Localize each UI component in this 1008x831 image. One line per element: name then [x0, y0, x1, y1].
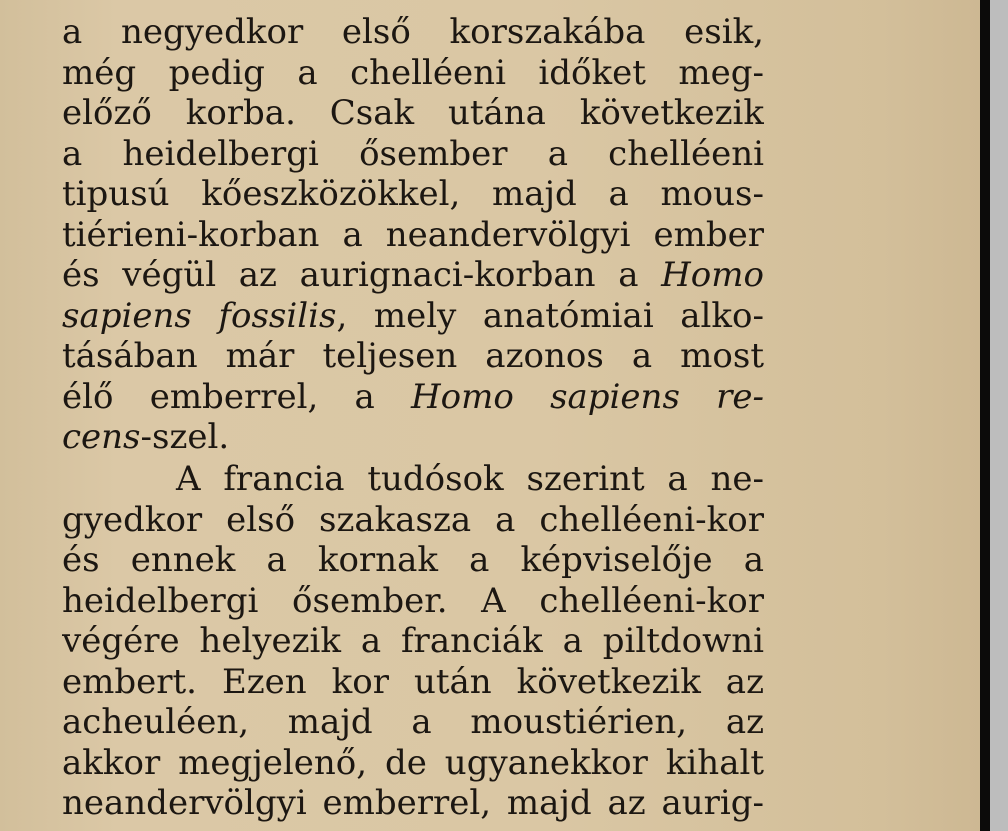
- text-run: és végül az aurignaci-korban a: [62, 255, 662, 295]
- text-line: [62, 417, 764, 458]
- text-line: [62, 255, 764, 296]
- text-line: akkor megjelenő, de ugyanekkor kihalt: [62, 742, 764, 783]
- text-line: a heidelbergi ősember a chelléeni: [62, 133, 764, 174]
- paragraph-1: [62, 0, 764, 458]
- page-edge-shadow: [980, 0, 990, 831]
- paragraph-2: [62, 459, 764, 824]
- text-line: heidelbergi ősember. A chelléeni-kor: [62, 580, 764, 621]
- cut-top-line: [62, 0, 764, 12]
- text-line: és ennek a kornak a képviselője a: [62, 540, 764, 580]
- text-line: tásában már teljesen azonos a most: [62, 336, 764, 376]
- text-run: élő emberrel, a: [62, 376, 411, 417]
- italic-term: sapiens fossilis: [62, 295, 337, 336]
- text-line: még pedig a chelléeni időket meg-: [62, 52, 764, 93]
- text-line: a negyedkor első korszakába esik,: [62, 12, 764, 52]
- text-line: A francia tudósok szerint a ne-: [176, 459, 764, 499]
- text-line: gyedkor első szakasza a chelléeni-kor: [62, 499, 764, 540]
- text-line: tiérieni-korban a neandervölgyi ember: [62, 214, 764, 255]
- italic-term: cens: [62, 417, 141, 457]
- text-run: -szel.: [140, 417, 230, 457]
- text-line: tipusú kőeszközökkel, majd a mous-: [62, 174, 764, 214]
- scanner-background: [990, 0, 1008, 831]
- text-line: embert. Ezen kor után következik az: [62, 661, 764, 702]
- text-run: , mely anatómiai alko-: [336, 295, 764, 336]
- text-line: acheuléen, majd a moustiérien, az: [62, 702, 764, 742]
- text-line: neandervölgyi emberrel, majd az aurig-: [62, 783, 764, 823]
- text-line: előző korba. Csak utána következik: [62, 93, 764, 133]
- text-line: [62, 377, 764, 418]
- text-line: végére helyezik a franciák a piltdowni: [62, 621, 764, 661]
- italic-term: Homo sapiens re-: [411, 376, 764, 417]
- italic-term: Homo: [661, 255, 764, 295]
- text-line: [62, 296, 764, 337]
